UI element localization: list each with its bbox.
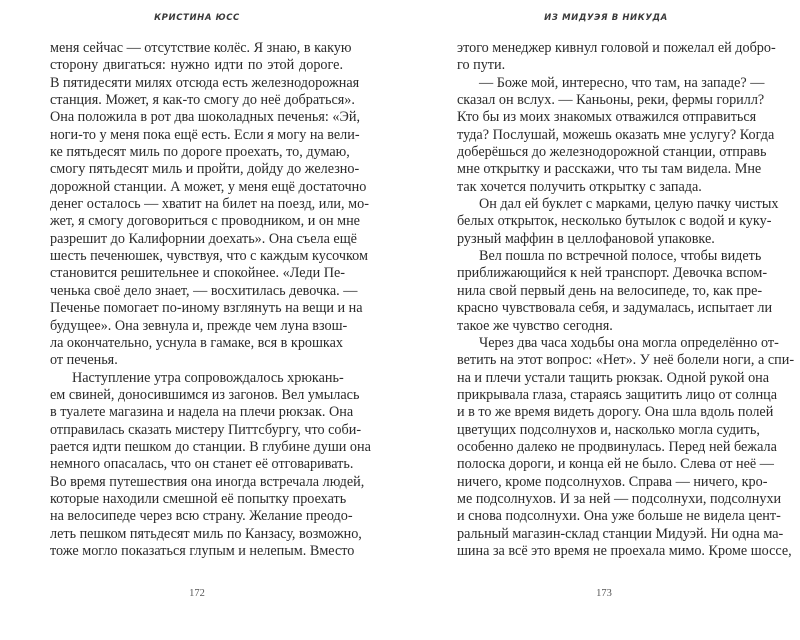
text-line: Вел пошла по встречной полосе, чтобы видеть	[479, 248, 762, 265]
text-line: особенно далеко не продвинулась. Перед ней бежала	[457, 438, 777, 455]
right-page	[400, 0, 800, 640]
text-line: сказал он вслух. — Каньоны, реки, фермы горилл?	[457, 92, 765, 109]
text-line: которые находили смешной её попытку проехать	[50, 490, 347, 507]
text-line: и в то же время видеть дорогу. Она шла вдоль полей	[457, 404, 774, 421]
text-line: Она положила в рот два шоколадных печенья: «Эй,	[50, 109, 360, 126]
text-line: туда? Послушай, можешь оказать мне услугу? Когда	[457, 126, 775, 143]
text-line: рузный маффин в целлофановой упаковке.	[457, 230, 715, 247]
text-line: мне открытку и расскажи, что ты там видела. Мне	[457, 161, 762, 178]
running-head-author: КРИСТИНА ЮСС	[154, 13, 240, 23]
text-line: немного опасалась, что он станет её отговаривать.	[50, 456, 354, 473]
text-line: красно чувствовала себя, и задумалась, испытает ли	[457, 300, 773, 317]
text-line: так хочется получить открытку с запада.	[457, 178, 702, 195]
text-line: тоже могло показаться глупым и нелепым. Вместо	[50, 542, 355, 559]
text-line: цветущих подсолнухов и, насколько могла судить,	[457, 421, 760, 438]
text-line: ченька своё дело знает, — восхитилась девочка. —	[50, 282, 358, 299]
page-number: 172	[189, 588, 205, 599]
text-line: шесть печенюшек, чувствуя, что с каждым кусочком	[50, 248, 368, 265]
left-page-text	[50, 40, 371, 560]
text-line: на велосипеде через всю страну. Желание преодо-	[50, 508, 353, 525]
text-line: прикрывала глаза, стараясь защитить лицо от солнца	[457, 386, 778, 403]
text-line: разрешит до Калифорнии доехать». Она съела ещё	[50, 230, 357, 247]
text-line: Через два часа ходьбы она могла определённо от-	[479, 334, 779, 351]
text-line: становится решительнее и спокойнее. «Леди Пе-	[50, 265, 345, 282]
text-line: ке пятьдесят миль по дороге проехать, то, думаю,	[50, 144, 350, 161]
right-page-text	[457, 40, 795, 560]
text-line: ральный магазин-склад станции Мидуэй. Ни одна ма-	[457, 525, 784, 542]
text-line: ничего, кроме подсолнухов. Справа — ничего, кро-	[457, 473, 768, 490]
text-line: белых открыток, несколько бутылок с водой и куку-	[457, 213, 772, 230]
text-line: смогу пятьдесят миль и пройти, дойду до железно-	[50, 161, 360, 178]
text-line: нила свой первый день на велосипеде, то, как пре-	[457, 282, 763, 299]
page-number: 173	[596, 588, 612, 599]
text-line: полоска дороги, и конца ей не было. Слева от неё —	[457, 456, 774, 473]
text-line: и снова подсолнухи. Она уже больше не видела цент-	[457, 508, 781, 525]
text-line: доберёшься до железнодорожной станции, отправь	[457, 144, 767, 161]
text-line: будущее». Она зевнула и, прежде чем луна взош-	[50, 317, 348, 334]
text-line: приближающийся к ней транспорт. Девочка вспом-	[457, 265, 768, 282]
text-line: дорожной станции. А может, у меня ещё достаточно	[50, 178, 367, 195]
text-line: от печенья.	[50, 352, 118, 369]
text-line: рается идти пешком до станции. В глубине души она	[50, 438, 371, 455]
text-line: Во время путешествия она иногда встречала людей,	[50, 473, 365, 490]
text-line: Он дал ей буклет с марками, целую пачку чистых	[479, 196, 779, 213]
text-line: денег осталось — хватит на билет на поезд, или, мо-	[50, 196, 369, 213]
text-line: ме подсолнухов. И за ней — подсолнухи, подсолнухи	[457, 490, 782, 507]
text-line: ветить на этот вопрос: «Нет». У неё болели ноги, а спи-	[457, 352, 795, 369]
text-line: такое же чувство сегодня.	[457, 317, 613, 334]
text-line: — Боже мой, интересно, что там, на западе? —	[479, 74, 765, 91]
text-line: В пятидесяти милях отсюда есть железнодорожная	[50, 74, 360, 91]
text-line: Наступление утра сопровождалось хрюкань-	[72, 369, 344, 386]
text-line: станция. Может, я как-то смогу до неё добраться».	[50, 92, 355, 109]
text-line: го пути.	[457, 57, 506, 74]
text-line: сторону двигаться: нужно идти по этой дороге.	[50, 57, 343, 74]
text-line: Печенье помогает по-иному взглянуть на вещи и на	[50, 300, 363, 317]
text-line: жет, я смогу договориться с проводником, и он мне	[50, 213, 360, 230]
running-head-title: ИЗ МИДУЭЯ В НИКУДА	[544, 13, 668, 23]
text-line: этого менеджер кивнул головой и пожелал ей добро-	[457, 40, 776, 56]
text-line: ла окончательно, уснула в гамаке, вся в крошках	[50, 334, 343, 351]
text-line: шина за всё это время не проехала мимо. Кроме шоссе,	[457, 542, 792, 559]
text-line: леть пешком пятьдесят миль по Канзасу, возможно,	[50, 525, 362, 542]
text-line: меня сейчас — отсутствие колёс. Я знаю, в какую	[50, 40, 352, 56]
text-line: Кто бы из моих знакомых отважился отправиться	[457, 109, 757, 126]
text-line: ноги-то у меня пока ещё есть. Если я могу на вели-	[50, 126, 360, 143]
text-line: в туалете магазина и надела на плечи рюкзак. Она	[50, 404, 354, 421]
text-line: на и плечи устали тащить рюкзак. Одной рукой она	[457, 369, 770, 386]
text-line: отправилась сказать мистеру Питтсбургу, что соби-	[50, 421, 362, 438]
text-line: ем свиней, доносившимся из загонов. Вел умылась	[50, 386, 360, 403]
